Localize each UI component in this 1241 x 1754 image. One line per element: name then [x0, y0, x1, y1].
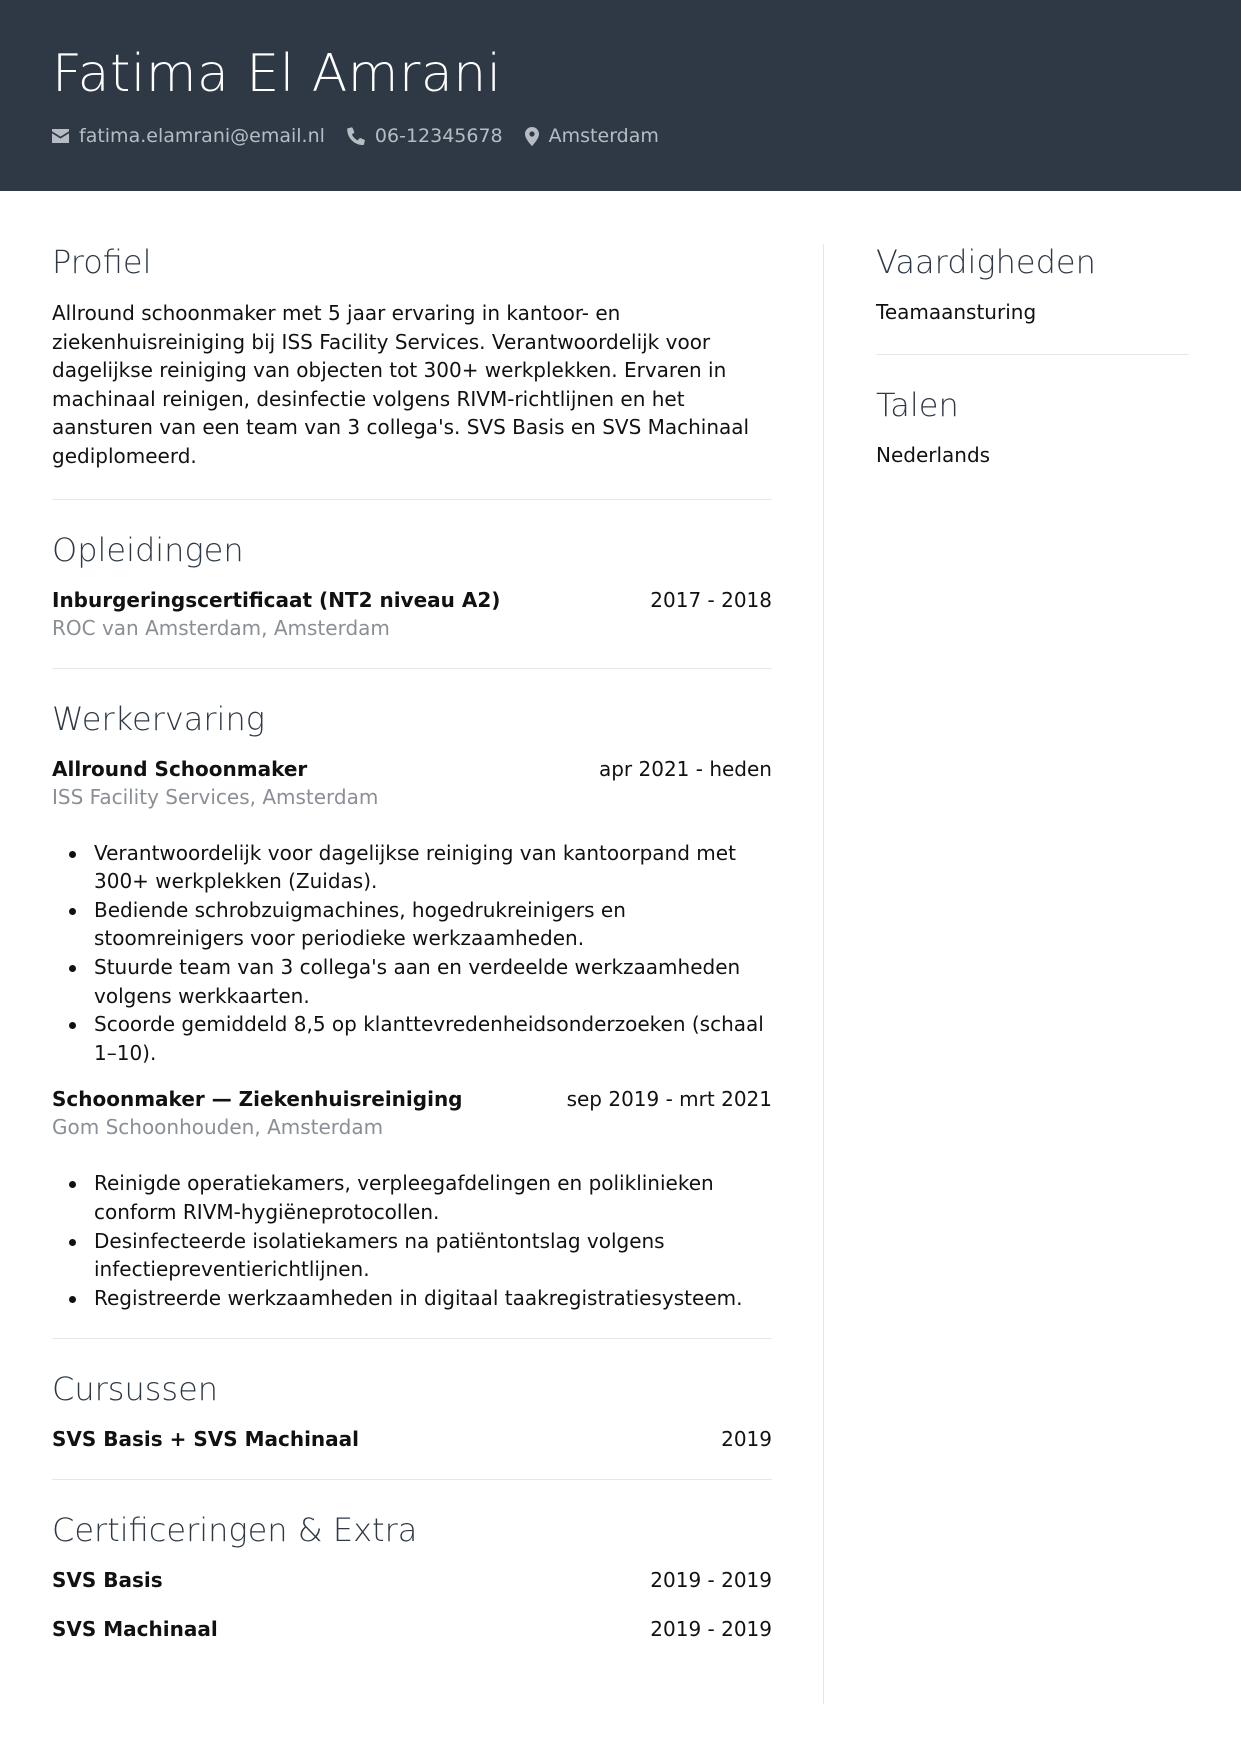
entry-date: 2019 - 2019 [650, 1617, 772, 1642]
course-entry [52, 1425, 772, 1453]
list-item: Stuurde team van 3 collega's aan en verdeelde werkzaamheden volgens werkkaarten. [52, 953, 772, 1010]
main-column [52, 238, 772, 1643]
column-divider [823, 244, 824, 1704]
certification-entry [52, 1615, 772, 1643]
location-text: Amsterdam [548, 125, 659, 147]
certification-entry [52, 1566, 772, 1594]
skills-section [876, 238, 1189, 326]
entry-title: SVS Basis [52, 1568, 163, 1593]
list-item: Desinfecteerde isolatiekamers na patiëntontslag volgens infectiepreventierichtlijnen. [52, 1227, 772, 1284]
entry-employer: Gom Schoonhouden, Amsterdam [52, 1115, 384, 1140]
bullet-list [52, 839, 772, 1068]
courses-title: Cursussen [52, 1370, 219, 1409]
contact-phone [347, 125, 503, 147]
list-item: Registreerde werkzaamheden in digitaal taakregistratiesysteem. [52, 1284, 772, 1313]
list-item: Verantwoordelijk voor dagelijkse reiniging van kantoorpand met 300+ werkplekken (Zuidas). [52, 839, 772, 896]
phone-text: 06-12345678 [374, 125, 503, 147]
entry-date: 2017 - 2018 [650, 587, 772, 612]
section-divider [52, 668, 772, 669]
certifications-title: Certificeringen & Extra [52, 1511, 418, 1550]
language-item: Nederlands [876, 443, 991, 467]
entry-employer: ISS Facility Services, Amsterdam [52, 784, 379, 809]
entry-date: 2019 [721, 1427, 772, 1452]
section-divider [52, 1338, 772, 1339]
list-item: Bediende schrobzuigmachines, hogedrukreinigers en stoomreinigers voor periodieke werkzaamheden. [52, 896, 772, 953]
education-entry [52, 586, 772, 642]
envelope-icon [52, 129, 69, 143]
section-divider [52, 1479, 772, 1480]
contact-email [52, 125, 325, 147]
entry-institution: ROC van Amsterdam, Amsterdam [52, 615, 390, 640]
candidate-name: Fatima El Amrani [52, 44, 502, 104]
entry-title: Inburgeringscertificaat (NT2 niveau A2) [52, 587, 501, 612]
entry-title: Schoonmaker — Ziekenhuisreiniging [52, 1087, 463, 1112]
languages-section [876, 381, 1189, 469]
map-pin-icon [525, 127, 539, 146]
contact-bar [52, 122, 659, 150]
side-column [876, 238, 1189, 469]
entry-title: SVS Machinaal [52, 1617, 218, 1642]
list-item: Scoorde gemiddeld 8,5 op klanttevredenheidsonderzoeken (schaal 1–10). [52, 1010, 772, 1067]
skills-title: Vaardigheden [876, 243, 1096, 281]
education-section [52, 526, 772, 642]
experience-entry [52, 1085, 772, 1312]
section-divider [52, 499, 772, 500]
entry-title: SVS Basis + SVS Machinaal [52, 1427, 360, 1452]
entry-date: sep 2019 - mrt 2021 [566, 1087, 772, 1112]
profile-section [52, 238, 772, 471]
languages-title: Talen [876, 386, 959, 424]
skill-item: Teamaansturing [876, 300, 1037, 324]
entry-title: Allround Schoonmaker [52, 756, 308, 781]
phone-icon [347, 127, 365, 145]
bullet-list [52, 1169, 772, 1312]
entry-date: apr 2021 - heden [598, 756, 772, 781]
experience-entry [52, 755, 772, 1068]
experience-title: Werkervaring [52, 699, 265, 738]
contact-location [525, 125, 659, 147]
section-divider [876, 354, 1189, 355]
resume-header [0, 0, 1241, 191]
entry-date: 2019 - 2019 [650, 1568, 772, 1593]
email-text: fatima.elamrani@email.nl [79, 125, 325, 147]
profile-text: Allround schoonmaker met 5 jaar ervaring in kantoor- en ziekenhuisreiniging bij ISS Facility Services. Verantwoordelijk voor dagelijkse reiniging van objecten tot 300+ werkplekken. Ervaren in machinaal reinigen, desinfectie volgens RIVM-richtlijnen en het aansturen van een team van 3 collega's. SVS Basis en SVS Machinaal gediplomeerd. [52, 301, 750, 468]
education-title: Opleidingen [52, 530, 244, 569]
profile-title: Profiel [52, 243, 152, 281]
courses-section [52, 1365, 772, 1453]
certifications-section [52, 1506, 772, 1643]
experience-section [52, 695, 772, 1313]
list-item: Reinigde operatiekamers, verpleegafdelingen en poliklinieken conform RIVM-hygiëneprotocollen. [52, 1169, 772, 1226]
